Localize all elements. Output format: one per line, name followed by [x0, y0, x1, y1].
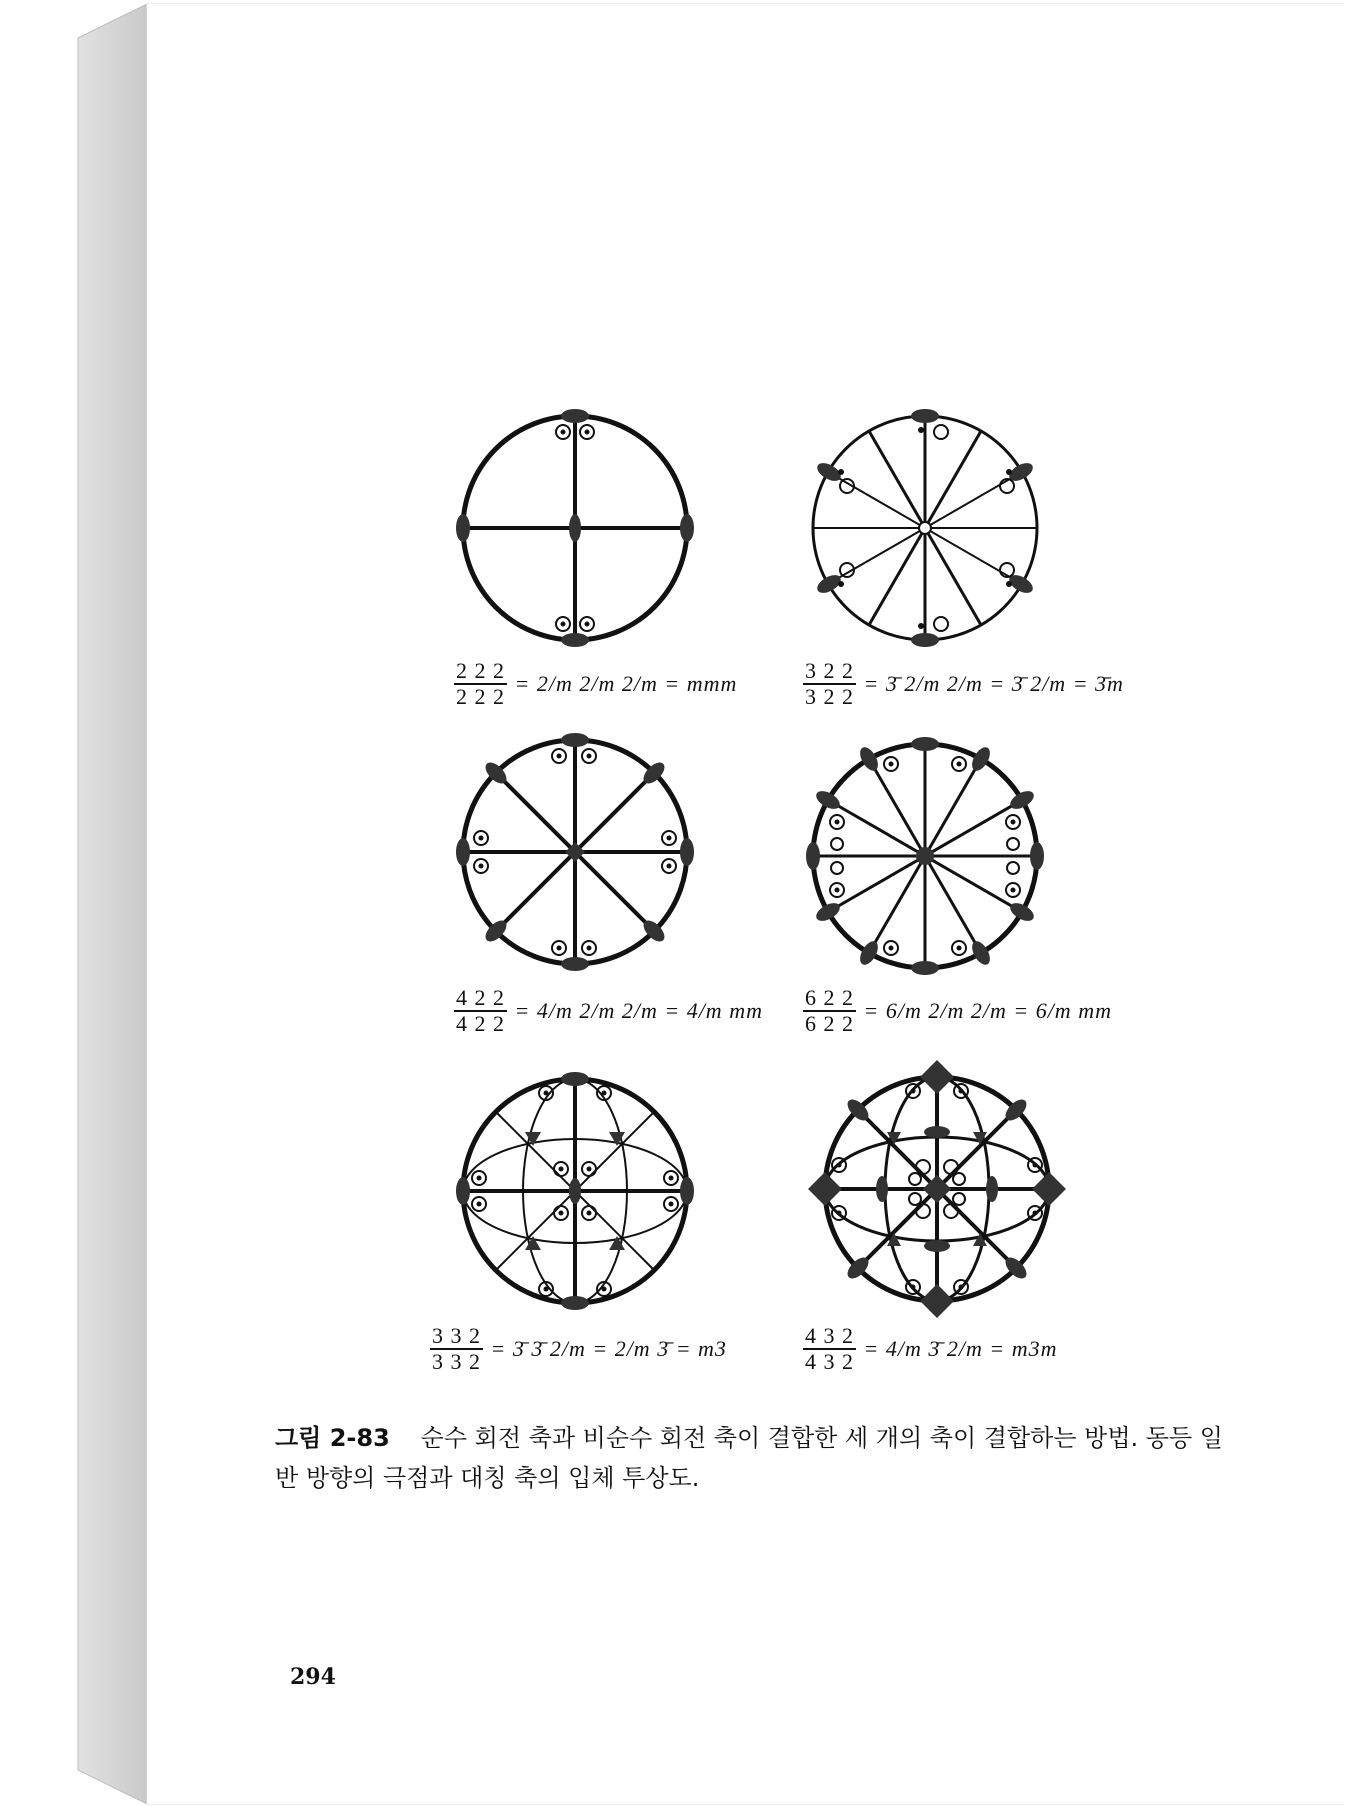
formula-denominator: 3 2 2: [805, 684, 854, 709]
figure-label: 그림 2-83: [275, 1424, 390, 1452]
formula-rest: = 4/m 3̄ 2/m = m3m: [863, 1336, 1058, 1361]
formula-3bar-m: [802, 659, 1124, 709]
formula-rest: = 3̄ 3̄ 2/m = 2/m 3̄ = m3: [490, 1336, 727, 1361]
stereogram-figures: [147, 4, 1346, 1424]
formula-4-m-mm: [453, 986, 763, 1036]
stereogram-3bar-m: [813, 409, 1037, 647]
stereogram-6-m-mm: [806, 737, 1044, 975]
formula-denominator: 2 2 2: [456, 684, 505, 709]
formula-rest: = 6/m 2/m 2/m = 6/m mm: [863, 998, 1112, 1023]
stereogram-4-m-mm: [456, 733, 694, 971]
stereogram-m3: [456, 1072, 694, 1310]
formula-numerator: 6 2 2: [805, 985, 854, 1010]
formula-numerator: 4 2 2: [456, 985, 505, 1010]
formula-m3: [429, 1324, 727, 1374]
formula-numerator: 3 2 2: [805, 658, 854, 683]
figure-caption-text: 순수 회전 축과 비순수 회전 축이 결합한 세 개의 축이 결합하는 방법. 동등 일반 방향의 극점과 대칭 축의 입체 투상도.: [275, 1424, 1223, 1492]
formula-rest: = 4/m 2/m 2/m = 4/m mm: [514, 998, 763, 1023]
formula-denominator: 4 3 2: [805, 1349, 854, 1374]
formula-numerator: 3 3 2: [432, 1323, 481, 1348]
stereogram-m3m: [808, 1060, 1066, 1318]
formula-rest: = 3̄ 2/m 2/m = 3̄ 2/m = 3̄m: [863, 671, 1124, 696]
formula-denominator: 6 2 2: [805, 1011, 854, 1036]
formula-rest: = 2/m 2/m 2/m = mmm: [514, 671, 738, 696]
formula-denominator: 3 3 2: [432, 1349, 481, 1374]
formula-m3m: [802, 1324, 1057, 1374]
book-page: [147, 4, 1346, 1804]
stereogram-mmm: [456, 409, 694, 647]
formula-denominator: 4 2 2: [456, 1011, 505, 1036]
formula-numerator: 4 3 2: [805, 1323, 854, 1348]
page-number: 294: [290, 1664, 336, 1690]
formula-numerator: 2 2 2: [456, 658, 505, 683]
figure-caption: [275, 1418, 1235, 1498]
formula-mmm: [453, 659, 737, 709]
book-spine: [78, 4, 147, 1804]
formula-6-m-mm: [802, 986, 1112, 1036]
